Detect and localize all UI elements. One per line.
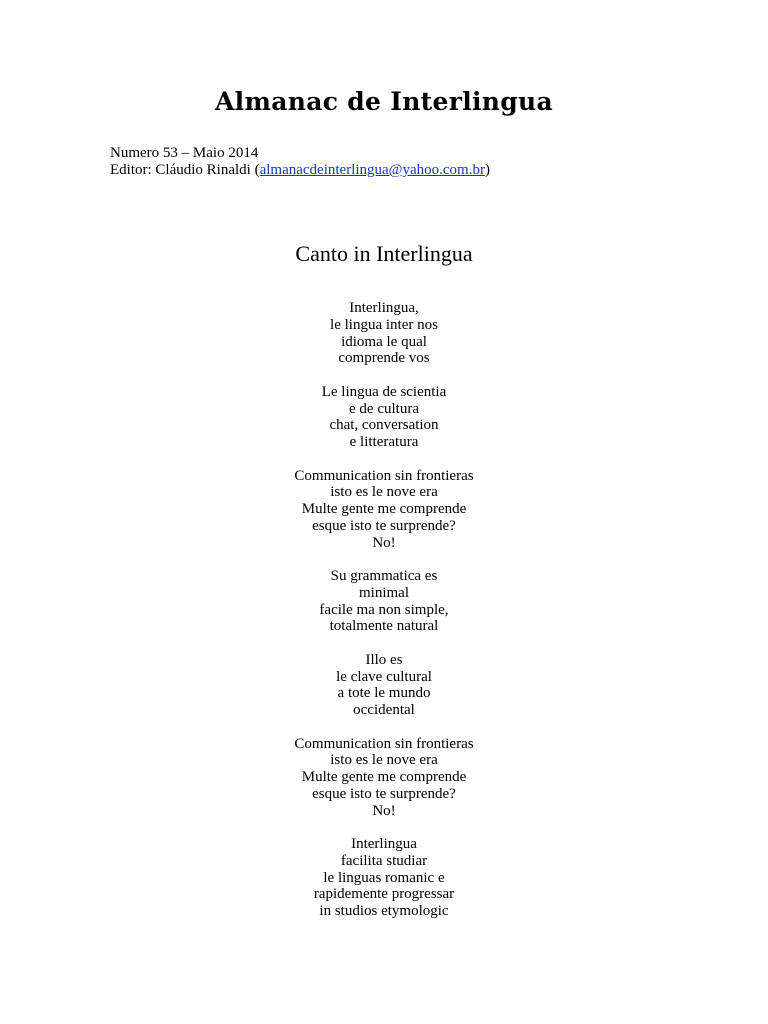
poem-line: Multe gente me comprende — [301, 501, 467, 517]
poem-line: Multe gente me comprende — [301, 769, 467, 785]
issue-line: Numero 53 – Maio 2014 — [110, 145, 259, 161]
poem-line: le linguas romanic e — [323, 869, 445, 886]
poem-line: totalmente natural — [329, 618, 439, 635]
poem-line: facile ma non simple, — [319, 601, 449, 618]
poem-line: Illo es — [365, 651, 403, 668]
poem-line: minimal — [359, 584, 409, 601]
poem-line: comprende vos — [338, 350, 430, 367]
poem-line: Communication sin frontieras — [294, 467, 474, 484]
poem-line: isto es le nove era — [330, 752, 438, 769]
poem-line: No! — [372, 534, 396, 551]
editor-suffix: ) — [484, 162, 490, 178]
poem-stanza — [0, 300, 768, 367]
poem-line: Su grammatica es — [330, 568, 438, 584]
poem-line: e litteratura — [349, 434, 419, 450]
poem-line: No! — [372, 802, 396, 819]
poem-stanza — [0, 836, 768, 920]
poem-line: a tote le mundo — [337, 685, 431, 702]
poem-line: Communication sin frontieras — [294, 735, 474, 752]
editor-line — [110, 162, 490, 179]
poem-line: le clave cultural — [336, 668, 432, 685]
poem-line: idioma le qual — [341, 333, 427, 350]
issue-info — [110, 145, 490, 179]
poem-line: rapidemente progressar — [313, 886, 455, 903]
poem-stanza — [0, 736, 768, 820]
poem-line: chat, conversation — [329, 417, 439, 434]
poem-title: Canto in Interlingua — [295, 241, 473, 266]
poem-line: Interlingua — [351, 836, 417, 852]
poem-stanza — [0, 568, 768, 635]
masthead-title: Almanac de Interlingua — [214, 87, 554, 116]
poem-line: Le lingua de scientia — [321, 383, 447, 400]
poem-line: facilita studiar — [340, 852, 428, 869]
poem-body — [0, 300, 768, 937]
poem-stanza — [0, 384, 768, 451]
poem-line: esque isto te surprende? — [312, 517, 456, 534]
poem-line: esque isto te surprende? — [312, 785, 456, 802]
poem-line: isto es le nove era — [330, 484, 438, 501]
editor-email-link[interactable]: almanacdeinterlingua@yahoo.com.br — [259, 162, 485, 178]
poem-line: e de cultura — [349, 400, 419, 417]
poem-line: in studios etymologic — [319, 903, 449, 919]
poem-line: Interlingua, — [349, 300, 419, 316]
poem-stanza — [0, 652, 768, 719]
poem-line: occidental — [353, 702, 415, 718]
editor-prefix: Editor: Cláudio Rinaldi ( — [110, 162, 260, 178]
poem-line: le lingua inter nos — [330, 316, 438, 333]
poem-stanza — [0, 468, 768, 552]
